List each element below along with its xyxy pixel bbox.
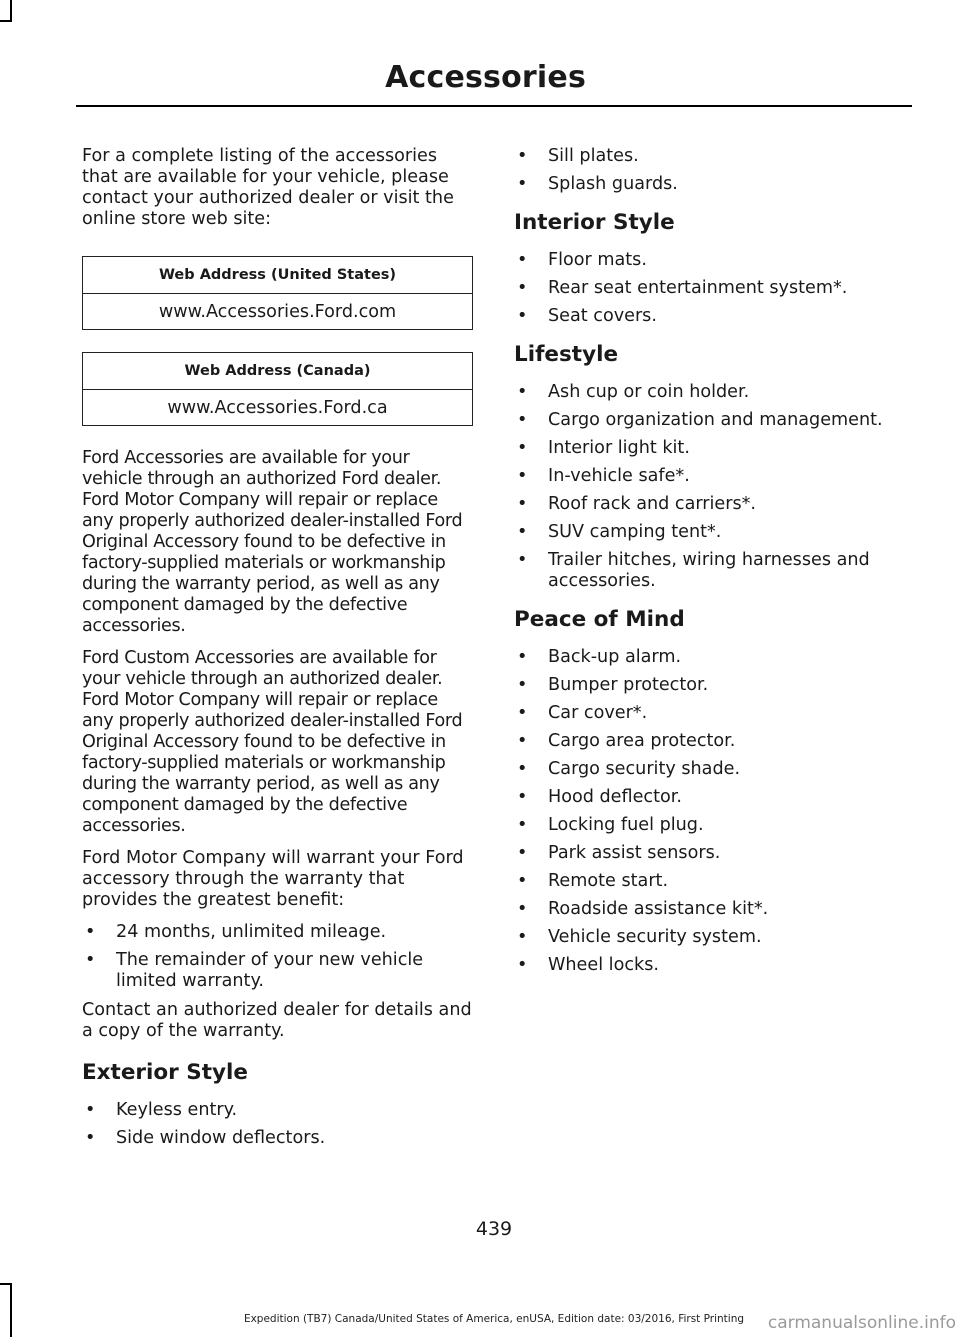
list-item: • In-vehicle safe*. bbox=[514, 466, 914, 487]
web-address-us-table bbox=[82, 256, 473, 330]
list-item: • Splash guards. bbox=[514, 174, 914, 195]
warranty-paragraph: Ford Motor Company will warrant your Ford accessory through the warranty that provides the greatest benefit: bbox=[82, 848, 464, 910]
list-item: • Seat covers. bbox=[514, 306, 914, 327]
list-item: • Side window deflectors. bbox=[82, 1128, 474, 1149]
list-item: • Rear seat entertainment system*. bbox=[514, 278, 914, 299]
warranty-list bbox=[82, 922, 474, 992]
list-item: • Locking fuel plug. bbox=[514, 815, 914, 836]
left-column bbox=[82, 146, 474, 1157]
web-address-ca-link[interactable]: www.Accessories.Ford.ca bbox=[83, 390, 473, 426]
crop-mark-bottom-left-v bbox=[10, 1283, 12, 1337]
exterior-style-heading: Exterior Style bbox=[82, 1060, 248, 1085]
web-address-us-link[interactable]: www.Accessories.Ford.com bbox=[83, 294, 473, 330]
intro-paragraph: For a complete listing of the accessories that are available for your vehicle, please contact your authorized dealer or visit the online store web site: bbox=[82, 146, 454, 229]
list-item: • Cargo area protector. bbox=[514, 731, 914, 752]
list-item: • SUV camping tent*. bbox=[514, 522, 914, 543]
peace-of-mind-heading: Peace of Mind bbox=[514, 607, 685, 632]
list-item: • Back-up alarm. bbox=[514, 647, 914, 668]
exterior-style-list-continued bbox=[514, 146, 914, 195]
watermark: carmanualsonline.info bbox=[767, 1313, 956, 1333]
crop-mark-top-left-h bbox=[0, 20, 12, 22]
page-number: 439 bbox=[475, 1218, 513, 1240]
exterior-style-list bbox=[82, 1100, 474, 1149]
lifestyle-heading: Lifestyle bbox=[514, 342, 619, 367]
list-item: • The remainder of your new vehicle limited warranty. bbox=[82, 950, 474, 992]
web-address-ca-table bbox=[82, 352, 473, 426]
list-item: • Park assist sensors. bbox=[514, 843, 914, 864]
contact-paragraph: Contact an authorized dealer for details and a copy of the warranty. bbox=[82, 1000, 472, 1041]
list-item: • Cargo organization and management. bbox=[514, 410, 914, 431]
list-item: • Keyless entry. bbox=[82, 1100, 474, 1121]
list-item: • Bumper protector. bbox=[514, 675, 914, 696]
right-column bbox=[514, 146, 914, 984]
list-item: • Interior light kit. bbox=[514, 438, 914, 459]
ford-custom-accessories-paragraph: Ford Custom Accessories are available for your vehicle through an authorized dealer. Ford Motor Company will repair or replace any properly authorized dealer-installed Ford Original Accessory found to be defective in factory-supplied materials or workmanship during the warranty period, as well as any component damaged by the defective accessories. bbox=[82, 648, 463, 836]
list-item: • Trailer hitches, wiring harnesses and accessories. bbox=[514, 550, 914, 592]
list-item: • Wheel locks. bbox=[514, 955, 914, 976]
list-item: • 24 months, unlimited mileage. bbox=[82, 922, 474, 943]
list-item: • Sill plates. bbox=[514, 146, 914, 167]
edition-footer: Expedition (TB7) Canada/United States of America, enUSA, Edition date: 03/2016, First Printing bbox=[243, 1313, 745, 1325]
list-item: • Floor mats. bbox=[514, 250, 914, 271]
interior-style-list bbox=[514, 250, 914, 327]
list-item: • Car cover*. bbox=[514, 703, 914, 724]
ford-accessories-paragraph: Ford Accessories are available for your vehicle through an authorized Ford dealer. Ford Motor Company will repair or replace any properly authorized dealer-installed Ford Original Accessory found to be defective in factory-supplied materials or workmanship during the warranty period, as well as any component damaged by the defective accessories. bbox=[82, 448, 463, 636]
list-item: • Vehicle security system. bbox=[514, 927, 914, 948]
lifestyle-list bbox=[514, 382, 914, 592]
crop-mark-top-left-v bbox=[10, 0, 12, 22]
header-rule bbox=[76, 105, 912, 107]
list-item: • Hood deflector. bbox=[514, 787, 914, 808]
web-address-us-header: Web Address (United States) bbox=[83, 257, 473, 294]
crop-mark-bottom-left-h bbox=[0, 1283, 12, 1285]
web-address-ca-header: Web Address (Canada) bbox=[83, 353, 473, 390]
interior-style-heading: Interior Style bbox=[514, 210, 675, 235]
peace-of-mind-list bbox=[514, 647, 914, 976]
list-item: • Cargo security shade. bbox=[514, 759, 914, 780]
list-item: • Roof rack and carriers*. bbox=[514, 494, 914, 515]
list-item: • Roadside assistance kit*. bbox=[514, 899, 914, 920]
page-title: Accessories bbox=[385, 60, 586, 95]
list-item: • Ash cup or coin holder. bbox=[514, 382, 914, 403]
list-item: • Remote start. bbox=[514, 871, 914, 892]
